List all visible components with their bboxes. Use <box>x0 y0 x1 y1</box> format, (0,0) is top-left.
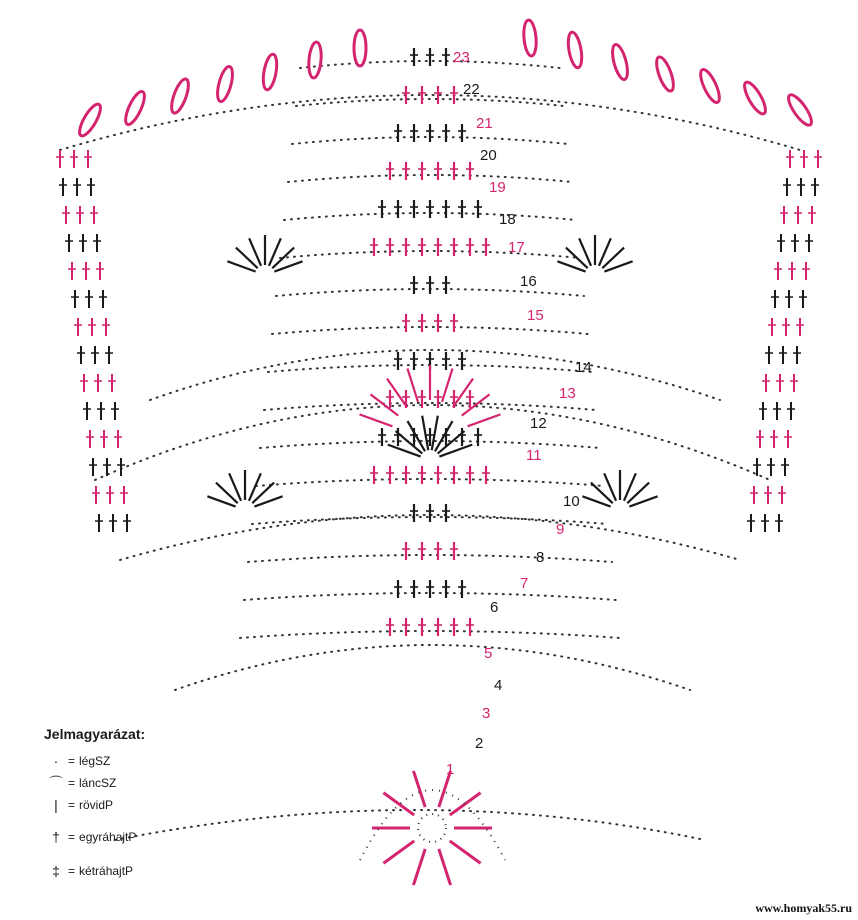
top-petal <box>653 55 677 93</box>
row-number: 23 <box>453 49 470 66</box>
row-number: 2 <box>475 735 484 752</box>
row-number: 19 <box>489 179 506 196</box>
chain-dot-icon: · <box>53 753 59 769</box>
top-petal <box>215 65 236 103</box>
row-number: 20 <box>480 147 497 164</box>
legend-item-single-crochet: | = rövidP <box>44 794 244 816</box>
row-number: 5 <box>484 645 493 662</box>
legend-label-chain: légSZ <box>79 754 111 768</box>
row-number: 4 <box>494 677 503 694</box>
center-petal <box>450 841 481 863</box>
row-chain <box>256 479 604 486</box>
slip-stitch-icon: ⌒ <box>49 775 63 791</box>
row-chain <box>272 327 588 334</box>
fan-stitch <box>462 394 490 415</box>
fan-stitch <box>370 394 398 415</box>
top-petal <box>741 79 769 116</box>
row-number: 15 <box>527 307 544 324</box>
center-petal <box>383 793 414 815</box>
row-chain <box>248 555 612 562</box>
center-ring <box>418 814 446 842</box>
top-petal <box>122 89 148 127</box>
row-chain <box>288 175 572 182</box>
fan-stitch <box>422 416 428 450</box>
top-petal <box>168 77 192 115</box>
row-number: 17 <box>508 239 525 256</box>
row-chain <box>264 403 596 410</box>
fan-stitch <box>435 421 453 451</box>
row-number: 9 <box>556 521 565 538</box>
center-arc <box>360 790 505 860</box>
row-number: 13 <box>559 385 576 402</box>
top-petal <box>522 20 537 57</box>
legend-item-treble-crochet: ‡ = kétráhajtP <box>44 860 244 882</box>
fan-stitch <box>360 414 393 426</box>
single-crochet-icon: | <box>54 797 58 813</box>
center-petal <box>413 771 425 807</box>
legend-item-double-crochet: † = egyráhajtP <box>44 826 244 848</box>
fan-stitch <box>439 445 472 457</box>
row-number: 3 <box>482 705 491 722</box>
legend-label-treble-crochet: kétráhajtP <box>79 864 134 878</box>
row-chain <box>296 99 564 106</box>
fan-stitch <box>432 416 438 450</box>
top-petal <box>261 53 279 91</box>
row-number: 10 <box>563 493 580 510</box>
fan-stitch <box>396 431 423 453</box>
center-petal <box>439 849 451 885</box>
fan-stitch <box>468 414 501 426</box>
legend-item-chain: · = légSZ <box>44 750 244 772</box>
top-petal <box>354 30 366 66</box>
chain-arc <box>150 350 720 400</box>
top-petal <box>76 101 104 138</box>
top-petal <box>785 92 815 128</box>
row-number: 22 <box>463 81 480 98</box>
top-petal <box>307 42 322 79</box>
watermark: www.homyak55.ru <box>755 901 852 915</box>
row-number: 14 <box>575 359 592 376</box>
treble-crochet-icon: ‡ <box>52 863 60 879</box>
row-number: 1 <box>446 761 455 778</box>
legend-title: Jelmagyarázat: <box>44 726 146 742</box>
row-number: 8 <box>536 549 545 566</box>
row-chain <box>280 251 580 258</box>
row-chain <box>240 631 620 638</box>
top-petal <box>566 31 584 69</box>
chain-arc <box>175 645 690 690</box>
fan-stitch <box>388 445 421 457</box>
row-number: 16 <box>520 273 537 290</box>
fan-stitch <box>408 421 426 451</box>
center-petal <box>383 841 414 863</box>
row-number: 11 <box>526 447 542 464</box>
legend <box>44 726 244 882</box>
row-number: 18 <box>499 211 516 228</box>
row-number: 21 <box>476 115 493 132</box>
fan-stitch <box>438 431 465 453</box>
center-petal <box>413 849 425 885</box>
top-petal <box>697 67 723 105</box>
row-number: 7 <box>520 575 529 592</box>
legend-item-slip-stitch: ⌒ = láncSZ <box>44 772 244 794</box>
legend-label-slip-stitch: láncSZ <box>79 776 117 790</box>
double-crochet-icon: † <box>52 829 60 845</box>
row-number: 12 <box>530 415 547 432</box>
row-number: 6 <box>490 599 499 616</box>
legend-label-single-crochet: rövidP <box>79 798 114 812</box>
legend-label-double-crochet: egyráhajtP <box>79 830 137 844</box>
top-petal <box>610 43 631 81</box>
center-petal <box>450 793 481 815</box>
